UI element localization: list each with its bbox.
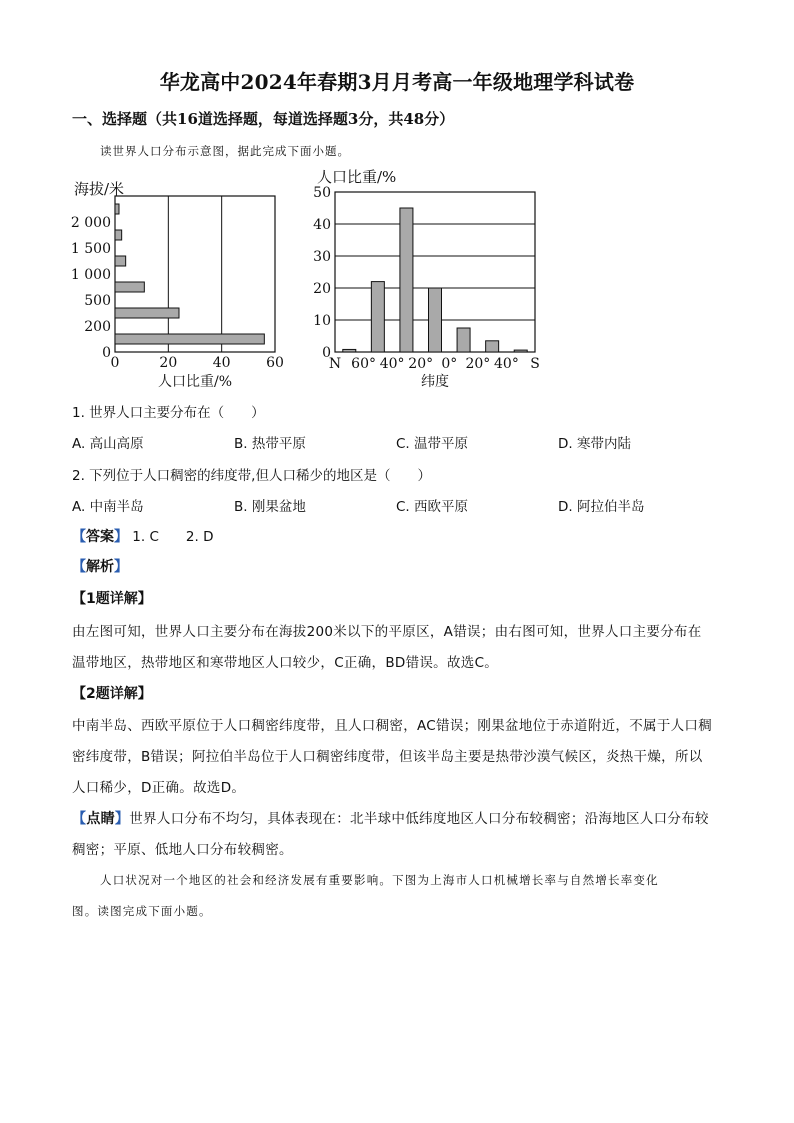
latitude-bar-1 [343,349,356,352]
analysis-heading: 【解析】 [72,559,128,575]
altitude-ytick-6: 2 000 [70,215,111,231]
altitude-ytick-3: 500 [84,293,111,309]
latitude-bar-3 [400,208,413,352]
altitude-bar-3 [115,282,144,292]
altitude-xtick-1: 0 [110,355,120,371]
altitude-bar-5 [115,230,122,240]
altitude-xtick-4: 60 [266,355,284,371]
latitude-ytick-3: 20 [313,281,331,297]
detail-2-line-2: 密纬度带，B错误；阿拉伯半岛位于人口稠密纬度带，但该半岛主要是热带沙漠气候区，炎热干燥，所以 [72,749,703,765]
latitude-xtick-4: 20° [408,356,434,372]
section-heading: 一、选择题（共16道选择题，每道选择题3分，共48分） [72,110,455,128]
tip-line-1: 【点睛】世界人口分布不均匀，具体表现在：北半球中低纬度地区人口分布较稠密；沿海地区人口分布较 [72,811,709,827]
answer-line [72,525,213,546]
intro-2-line-2: 图。读图完成下面小题。 [72,904,212,918]
question-1-option-b[interactable]: B. 热带平原 [234,436,306,452]
question-1-option-a[interactable]: A. 高山高原 [72,436,144,452]
tip-label: 【点睛】 [72,811,130,827]
altitude-ytick-4: 1 000 [70,267,111,283]
latitude-chart-xlabel: 纬度 [421,374,449,390]
altitude-xtick-2: 20 [159,355,178,371]
detail-2-line-1: 中南半岛、西欧平原位于人口稠密纬度带，且人口稠密，AC错误；刚果盆地位于赤道附近，不属于人口稠 [72,718,713,734]
altitude-ytick-2: 200 [84,319,111,335]
detail-1-line-2: 温带地区，热带地区和寒带地区人口较少，C正确，BD错误。故选C。 [72,655,499,671]
detail-2-heading: 【2题详解】 [72,686,152,702]
latitude-ytick-2: 10 [313,313,331,329]
latitude-bar-4 [429,288,442,352]
latitude-xtick-7: 40° [494,356,519,372]
answer-label: 【答案】 [72,529,128,545]
detail-2-line-3: 人口稀少，D正确。故选D。 [72,780,246,796]
latitude-xtick-3: 40° [379,356,405,372]
detail-1-heading: 【1题详解】 [72,591,152,607]
latitude-ytick-1: 0 [322,345,331,361]
question-2-option-a[interactable]: A. 中南半岛 [72,499,144,515]
question-2-option-d[interactable]: D. 阿拉伯半岛 [558,499,645,515]
latitude-bar-2 [371,282,384,352]
latitude-ytick-6: 50 [313,185,331,201]
altitude-ytick-5: 1 500 [70,241,111,257]
latitude-ytick-5: 40 [313,217,331,233]
latitude-bar-7 [514,350,527,352]
answer-text: 1. C 2. D [132,529,214,545]
altitude-chart [60,168,300,393]
latitude-bar-6 [486,341,499,352]
latitude-xtick-1: N [328,356,342,372]
altitude-ytick-1: 0 [102,345,111,361]
page-title: 华龙高中2024年春期3月月考高一年级地理学科试卷 [159,70,635,94]
question-2-option-b[interactable]: B. 刚果盆地 [234,499,306,515]
question-1-option-d[interactable]: D. 寒带内陆 [558,436,631,452]
tip-line-2: 稠密；平原、低地人口分布较稠密。 [72,842,293,858]
altitude-chart-frame [115,196,275,352]
question-2-option-c[interactable]: C. 西欧平原 [396,499,469,515]
latitude-ytick-4: 30 [313,249,331,265]
latitude-xtick-6: 20° [465,356,491,372]
altitude-xtick-3: 40 [212,355,231,371]
altitude-bar-4 [115,256,126,266]
latitude-chart [305,164,555,394]
detail-1-line-1: 由左图可知，世界人口主要分布在海拔200米以下的平原区，A错误；由右图可知，世界人口主要分布在 [72,624,702,640]
latitude-xtick-5: 0° [441,356,458,372]
altitude-bar-2 [115,308,179,318]
latitude-bar-5 [457,328,470,352]
altitude-chart-xlabel: 人口比重/% [157,374,233,390]
intro-text: 读世界人口分布示意图，据此完成下面小题。 [100,144,350,158]
intro-2-line-1: 人口状况对一个地区的社会和经济发展有重要影响。下图为上海市人口机械增长率与自然增长率变化 [100,873,659,887]
latitude-chart-ylabel: 人口比重/% [317,168,397,186]
latitude-xtick-2: 60° [351,356,376,372]
altitude-bar-1 [115,334,264,344]
question-1-option-c[interactable]: C. 温带平原 [396,436,469,452]
question-2-stem: 2. 下列位于人口稠密的纬度带,但人口稀少的地区是（ ） [72,468,431,484]
altitude-bar-6 [115,204,119,214]
question-1-stem: 1. 世界人口主要分布在（ ） [72,405,265,421]
latitude-xtick-8: S [530,356,540,372]
altitude-chart-ylabel: 海拔/米 [74,180,125,198]
